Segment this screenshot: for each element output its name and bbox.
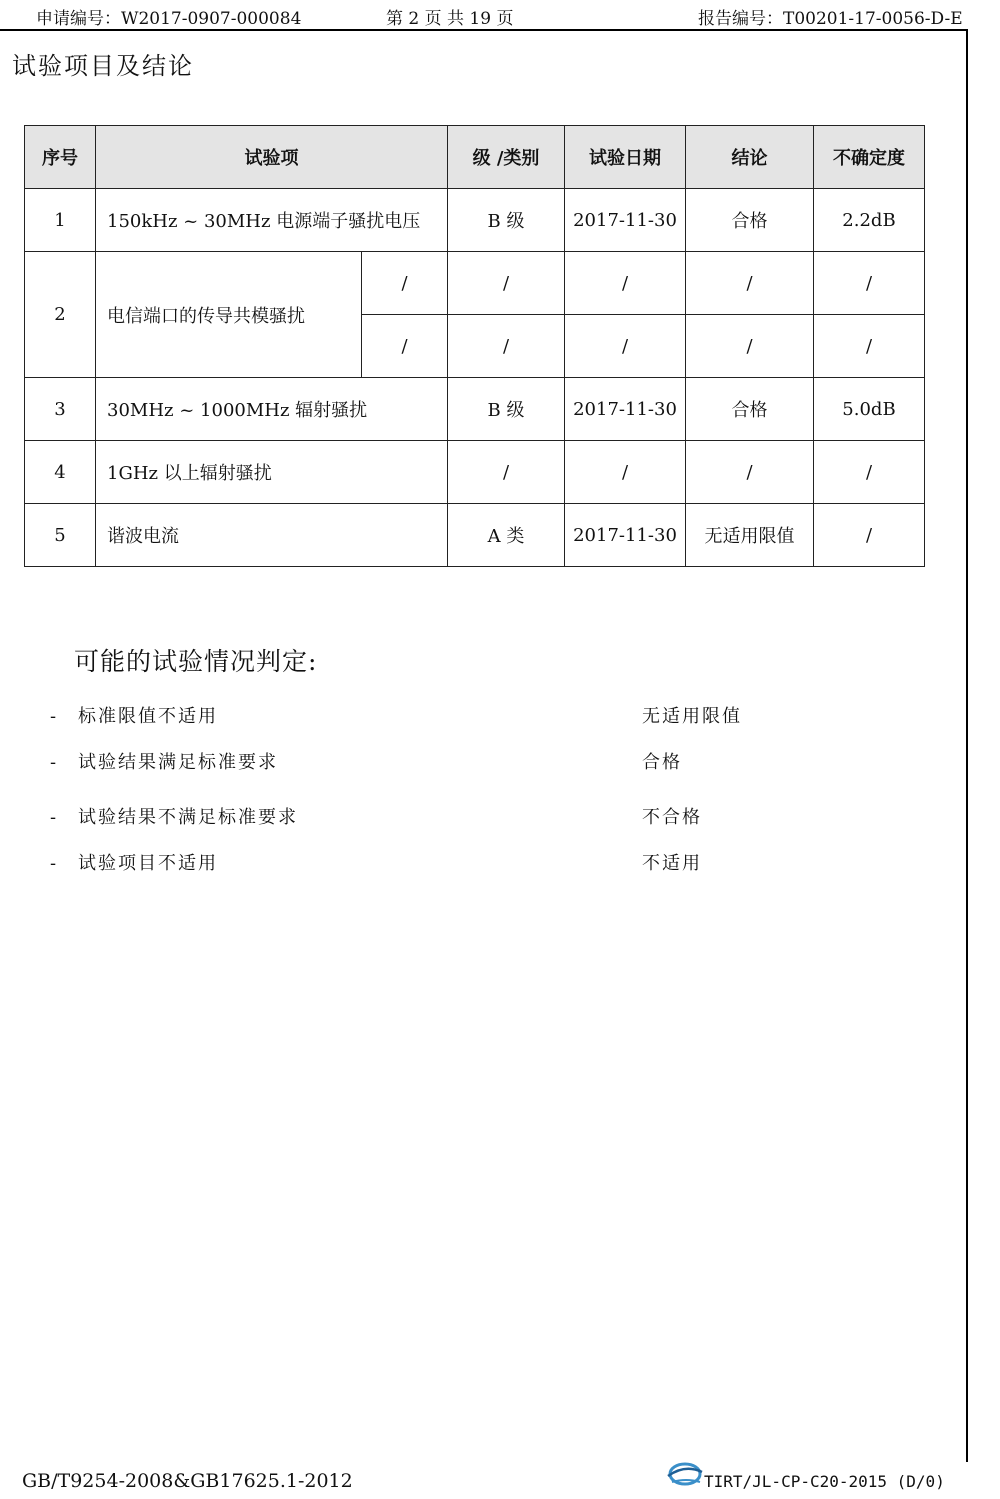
row-date: / (565, 315, 686, 378)
table-row (25, 441, 925, 504)
row-no: 2 (25, 252, 96, 378)
row-date: 2017-11-30 (565, 504, 686, 567)
table-row (25, 504, 925, 567)
row-subitem: / (362, 252, 448, 315)
row-no: 4 (25, 441, 96, 504)
col-header-no: 序号 (25, 126, 96, 189)
row-uncertainty: / (814, 504, 925, 567)
row-class: B 级 (448, 378, 565, 441)
row-result: 无适用限值 (686, 504, 814, 567)
criteria-item (50, 748, 278, 774)
report-number: 报告编号：T00201-17-0056-D-E (698, 9, 963, 29)
col-header-uncertainty: 不确定度 (814, 126, 925, 189)
bullet-dash: - (50, 807, 59, 828)
footer-form-number: TIRT/JL-CP-C20-2015 (D/0) (704, 1472, 945, 1491)
row-date: 2017-11-30 (565, 378, 686, 441)
row-item: 150kHz ~ 30MHz 电源端子骚扰电压 (96, 189, 448, 252)
row-subitem: / (362, 315, 448, 378)
application-number: 申请编号：W2017-0907-000084 (36, 9, 302, 29)
col-header-date: 试验日期 (565, 126, 686, 189)
page-info: 第 2 页 共 19 页 (386, 9, 514, 29)
col-header-item: 试验项 (96, 126, 448, 189)
criteria-item (50, 702, 218, 728)
row-class: / (448, 252, 565, 315)
criteria-condition: 试验项目不适用 (78, 853, 218, 874)
criteria-verdict: 不适用 (642, 853, 702, 874)
criteria-title: 可能的试验情况判定: (74, 647, 318, 676)
bullet-dash: - (50, 853, 59, 874)
row-date: 2017-11-30 (565, 189, 686, 252)
col-header-class: 级 /类别 (448, 126, 565, 189)
table-header-row (25, 126, 925, 189)
row-item: 谐波电流 (96, 504, 448, 567)
row-result: / (686, 252, 814, 315)
col-header-result: 结论 (686, 126, 814, 189)
row-result: / (686, 441, 814, 504)
row-item: 1GHz 以上辐射骚扰 (96, 441, 448, 504)
footer-standard: GB/T9254-2008&GB17625.1-2012 (22, 1470, 353, 1492)
bullet-dash: - (50, 752, 59, 773)
row-class: B 级 (448, 189, 565, 252)
row-date: / (565, 441, 686, 504)
row-class: / (448, 441, 565, 504)
row-uncertainty: / (814, 315, 925, 378)
bullet-dash: - (50, 706, 59, 727)
row-result: / (686, 315, 814, 378)
row-date: / (565, 252, 686, 315)
row-uncertainty: / (814, 441, 925, 504)
criteria-item (50, 849, 218, 875)
row-class: A 类 (448, 504, 565, 567)
criteria-verdict: 合格 (642, 752, 682, 773)
row-item: 30MHz ~ 1000MHz 辐射骚扰 (96, 378, 448, 441)
criteria-verdict: 不合格 (642, 807, 702, 828)
criteria-condition: 标准限值不适用 (78, 706, 218, 727)
criteria-verdict: 无适用限值 (642, 706, 742, 727)
section-title: 试验项目及结论 (12, 52, 194, 80)
row-result: 合格 (686, 378, 814, 441)
table-row (25, 378, 925, 441)
row-no: 3 (25, 378, 96, 441)
row-result: 合格 (686, 189, 814, 252)
row-uncertainty: 5.0dB (814, 378, 925, 441)
company-logo-icon (664, 1460, 706, 1488)
criteria-condition: 试验结果不满足标准要求 (78, 807, 298, 828)
criteria-item (50, 803, 298, 829)
row-uncertainty: 2.2dB (814, 189, 925, 252)
table-row (25, 252, 925, 315)
criteria-condition: 试验结果满足标准要求 (78, 752, 278, 773)
row-no: 1 (25, 189, 96, 252)
results-table (24, 125, 925, 567)
table-row (25, 189, 925, 252)
row-class: / (448, 315, 565, 378)
row-no: 5 (25, 504, 96, 567)
row-uncertainty: / (814, 252, 925, 315)
row-item: 电信端口的传导共模骚扰 (96, 252, 362, 378)
